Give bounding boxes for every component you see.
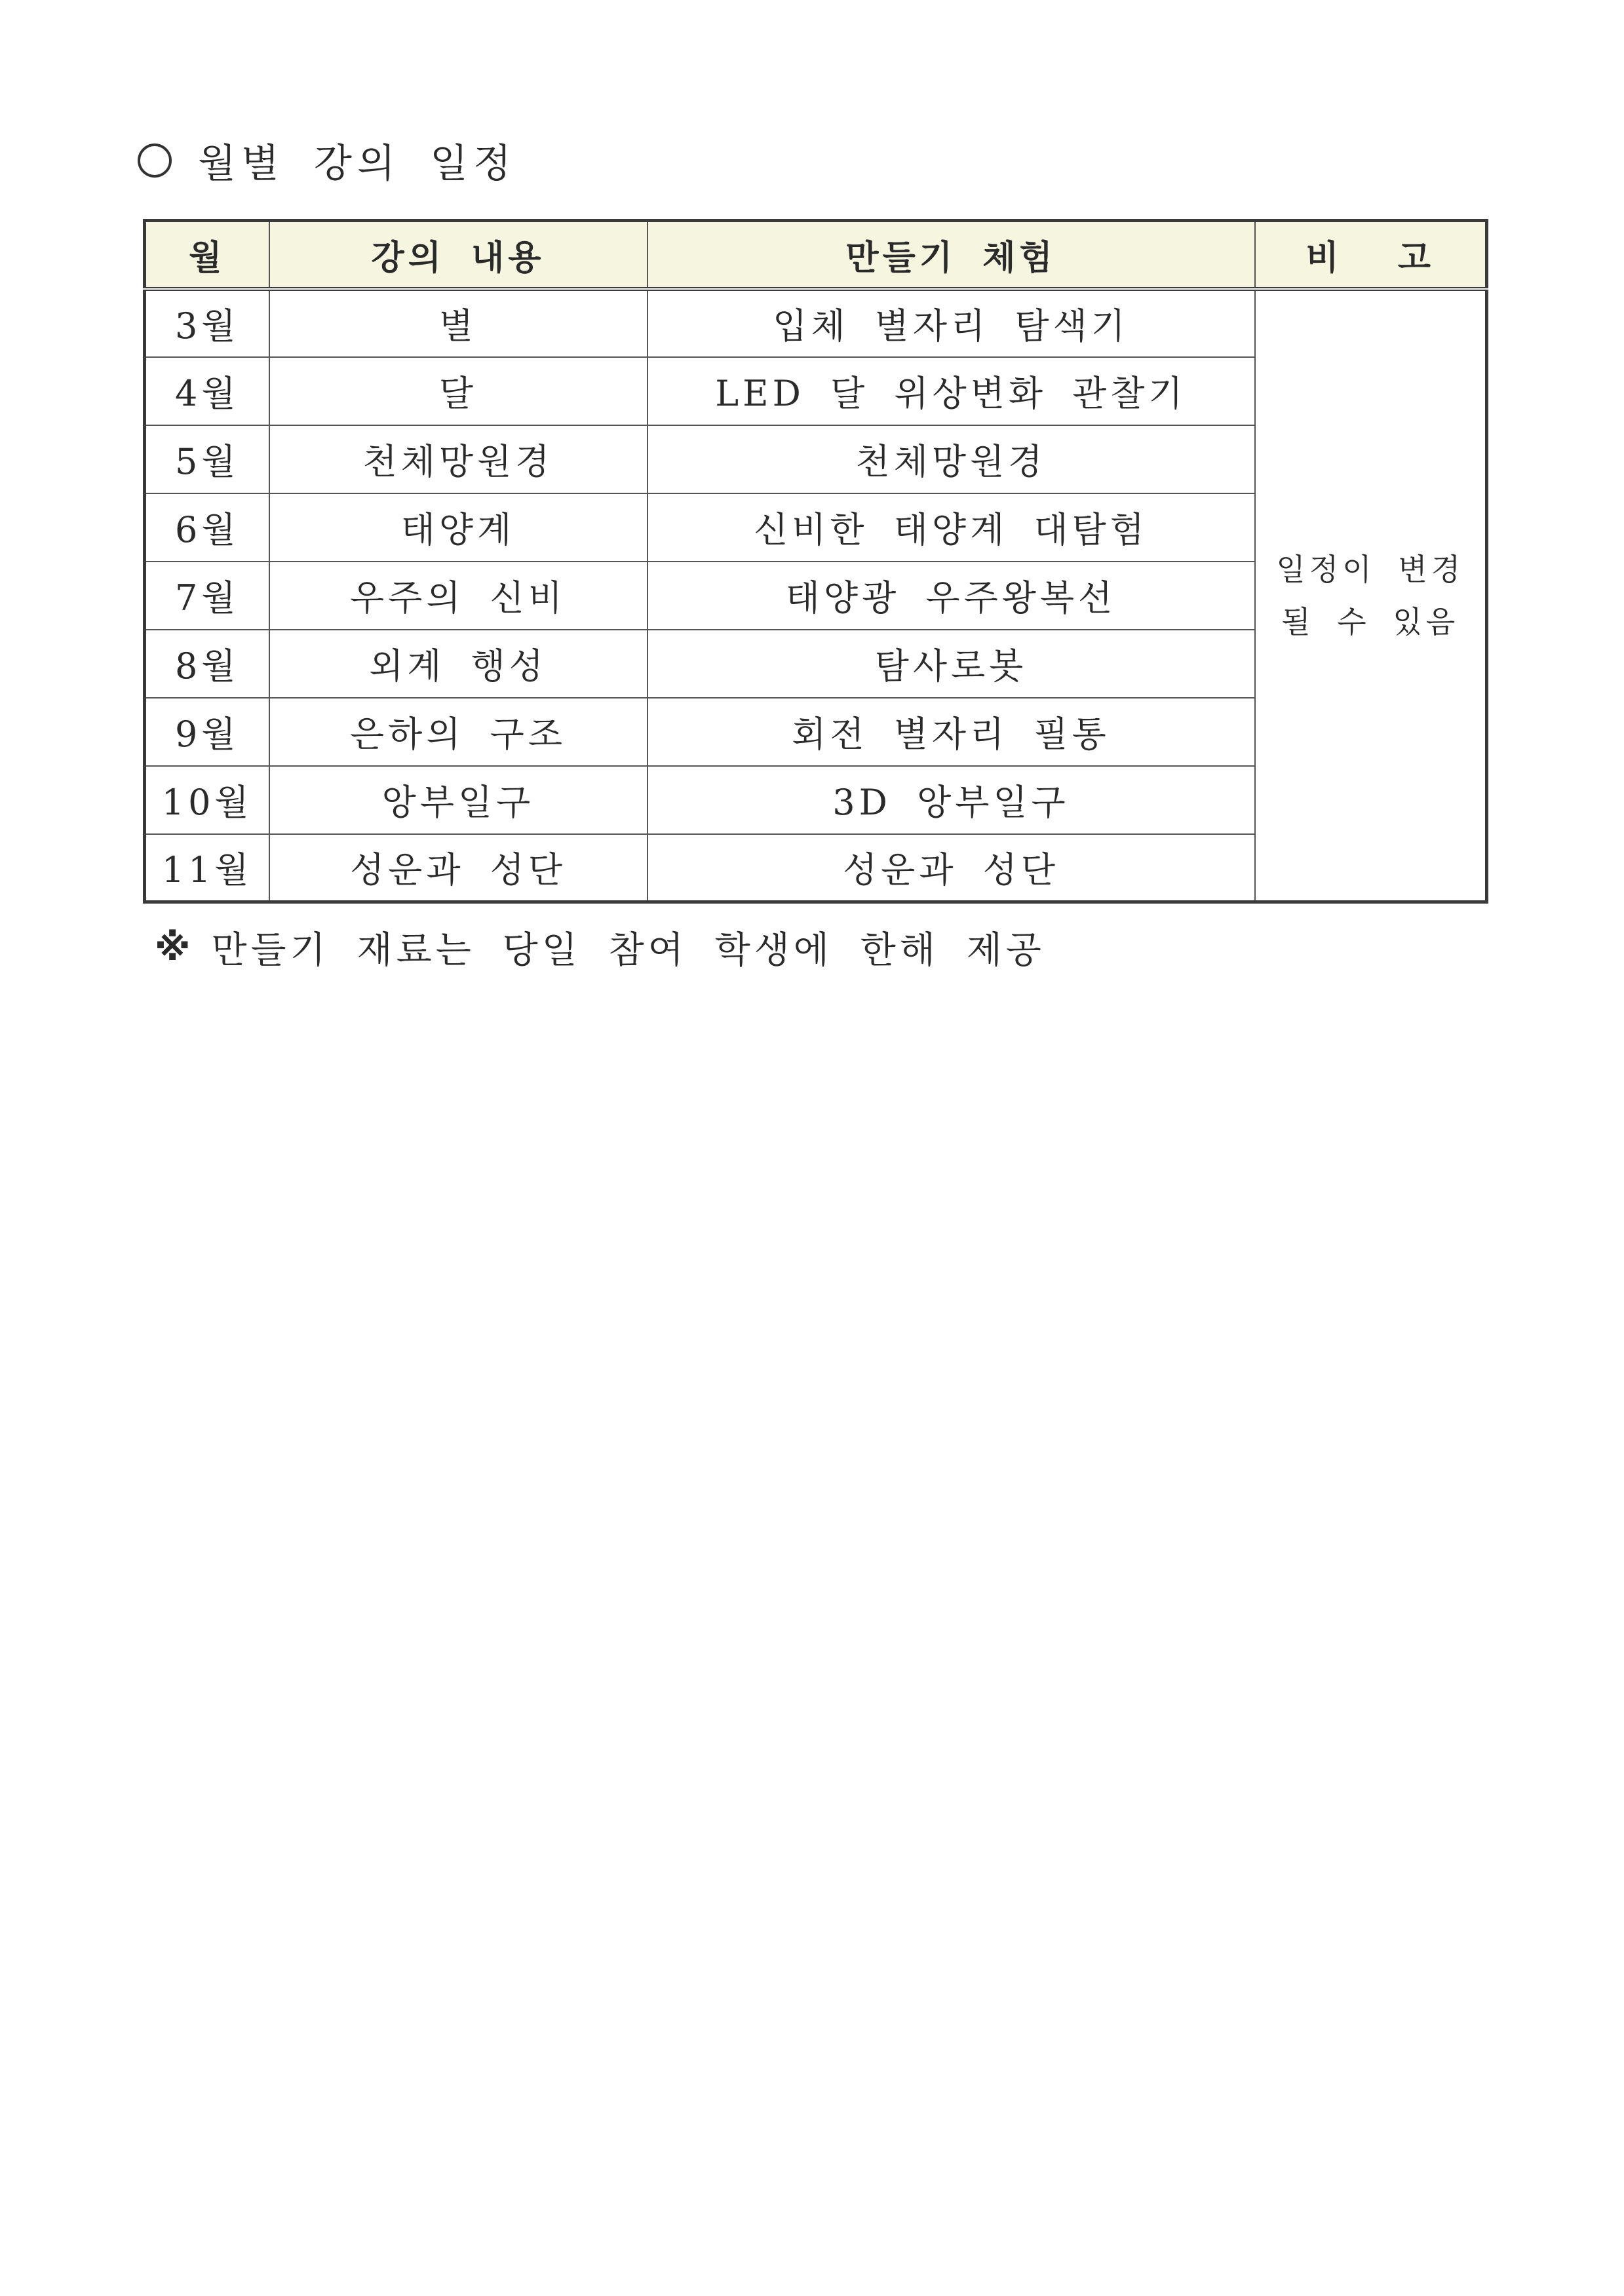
- lecture-cell: 성운과 성단: [269, 834, 648, 902]
- month-cell: 10월: [145, 766, 269, 834]
- footnote-text: 만들기 재료는 당일 참여 학생에 한해 제공: [211, 929, 1045, 972]
- monthly-schedule-table: [143, 219, 1488, 904]
- making-cell: 신비한 태양계 대탐험: [648, 493, 1255, 562]
- month-cell: 4월: [145, 357, 269, 425]
- making-cell: 천체망원경: [648, 425, 1255, 493]
- making-cell: 탐사로봇: [648, 630, 1255, 698]
- lecture-cell: 천체망원경: [269, 425, 648, 493]
- month-cell: 3월: [145, 289, 269, 357]
- month-cell: 8월: [145, 630, 269, 698]
- table-row: [145, 289, 1487, 357]
- header-month: 월: [145, 221, 269, 289]
- circle-icon: [138, 144, 172, 178]
- table-header-row: [145, 221, 1487, 289]
- month-cell: 11월: [145, 834, 269, 902]
- lecture-cell: 달: [269, 357, 648, 425]
- month-cell: 5월: [145, 425, 269, 493]
- making-cell: 태양광 우주왕복선: [648, 562, 1255, 630]
- lecture-cell: 별: [269, 289, 648, 357]
- header-note: 비 고: [1255, 221, 1487, 289]
- making-cell: 입체 별자리 탐색기: [648, 289, 1255, 357]
- header-lecture: 강의 내용: [269, 221, 648, 289]
- footnote: [155, 921, 1045, 974]
- making-cell: 3D 앙부일구: [648, 766, 1255, 834]
- month-cell: 6월: [145, 493, 269, 562]
- section-heading: [138, 131, 516, 190]
- lecture-cell: 우주의 신비: [269, 562, 648, 630]
- month-cell: 7월: [145, 562, 269, 630]
- making-cell: 성운과 성단: [648, 834, 1255, 902]
- lecture-cell: 태양계: [269, 493, 648, 562]
- making-cell: 회전 별자리 필통: [648, 698, 1255, 766]
- lecture-cell: 은하의 구조: [269, 698, 648, 766]
- lecture-cell: 앙부일구: [269, 766, 648, 834]
- reference-mark-icon: ※: [155, 926, 195, 969]
- header-making: 만들기 체험: [648, 221, 1255, 289]
- lecture-cell: 외계 행성: [269, 630, 648, 698]
- section-title: 월별 강의 일정: [198, 141, 516, 187]
- making-cell: LED 달 위상변화 관찰기: [648, 357, 1255, 425]
- note-cell: 일정이 변경될 수 있음: [1255, 289, 1487, 902]
- month-cell: 9월: [145, 698, 269, 766]
